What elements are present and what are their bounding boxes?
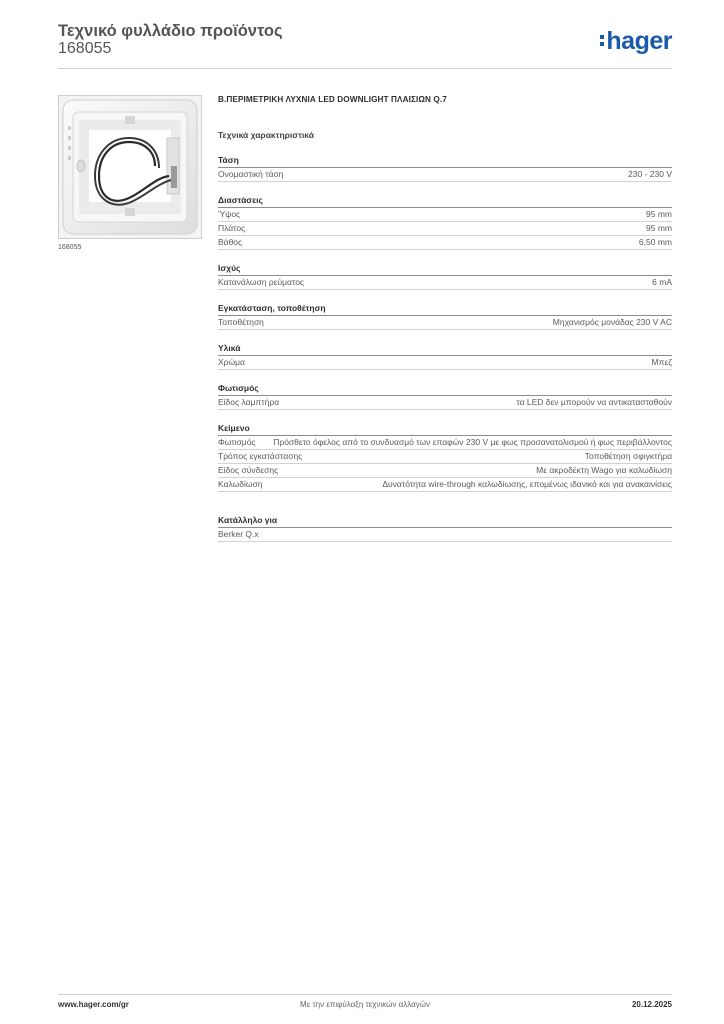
product-frame-icon — [59, 96, 201, 238]
spec-row — [218, 436, 672, 450]
spec-label: Κατανάλωση ρεύματος — [218, 277, 305, 287]
spec-value: 6 mA — [652, 277, 672, 287]
spec-section — [218, 155, 672, 182]
spec-section — [218, 383, 672, 410]
section-title: Εγκατάσταση, τοποθέτηση — [218, 303, 672, 316]
spec-section — [218, 263, 672, 290]
spec-label: Τοποθέτηση — [218, 317, 264, 327]
product-image — [58, 95, 202, 239]
section-title: Φωτισμός — [218, 383, 672, 396]
section-title: Διαστάσεις — [218, 195, 672, 208]
section-title: Ισχύς — [218, 263, 672, 276]
specs-title: Τεχνικά χαρακτηριστικά — [218, 130, 314, 140]
section-title: Υλικά — [218, 343, 672, 356]
spec-section — [218, 195, 672, 250]
spec-row — [218, 478, 672, 492]
product-number: 168055 — [58, 40, 112, 57]
spec-sections — [218, 155, 672, 492]
footer-date: 20.12.2025 — [631, 1000, 672, 1009]
spec-value: Πρόσθετο όφελος από το συνδυασμό των επαφών 230 V με φως προσανατολισμού ή φως περιβάλλοντος — [273, 437, 672, 447]
section-title: Κατάλληλο για — [218, 515, 672, 528]
spec-label: Καλωδίωση — [218, 479, 263, 489]
hager-logo — [600, 27, 672, 56]
suitable-for-section — [218, 515, 672, 542]
spec-value: 230 - 230 V — [628, 169, 672, 179]
spec-label: Τρόπος εγκατάστασης — [218, 451, 303, 461]
spec-value: 95 mm — [646, 223, 672, 233]
spec-label: Ύψος — [218, 209, 241, 219]
spec-row — [218, 528, 672, 542]
document-title: Τεχνικό φυλλάδιο προϊόντος — [58, 22, 283, 40]
spec-value: Με ακροδέκτη Wago για καλωδίωση — [536, 465, 672, 475]
spec-row — [218, 396, 672, 410]
spec-section — [218, 343, 672, 370]
spec-row — [218, 464, 672, 478]
footer-url: www.hager.com/gr — [58, 1000, 129, 1009]
section-title: Κείμενο — [218, 423, 672, 436]
spec-section — [218, 423, 672, 492]
spec-row — [218, 168, 672, 182]
product-name: Β.ΠΕΡΙΜΕΤΡΙΚΗ ΛΥΧΝΙΑ LED DOWNLIGHT ΠΛΑΙΣΙΩΝ Q.7 — [218, 95, 447, 104]
spec-value: Δυνατότητα wire-through καλωδίωσης, επομένως ιδανικό και για ανακαινίσεις — [382, 479, 672, 489]
spec-value: Μηχανισμός μονάδας 230 V AC — [552, 317, 672, 327]
logo-dots-icon — [600, 32, 604, 48]
spec-row — [218, 316, 672, 330]
spec-row — [218, 236, 672, 250]
spec-value: τα LED δεν μπορούν να αντικατασταθούν — [516, 397, 672, 407]
spec-section — [218, 303, 672, 330]
spec-row — [218, 356, 672, 370]
spec-content — [218, 95, 672, 542]
spec-label: Φωτισμός — [218, 437, 256, 447]
spec-value: 95 mm — [646, 209, 672, 219]
image-caption: 168055 — [58, 244, 82, 251]
spec-label: Χρώμα — [218, 357, 245, 367]
page-header — [58, 20, 672, 69]
spec-label: Πλάτος — [218, 223, 246, 233]
spec-row — [218, 276, 672, 290]
logo-text: hager — [606, 27, 672, 55]
spec-row — [218, 208, 672, 222]
spec-label: Είδος λαμπτήρα — [218, 397, 280, 407]
spec-value: Τοποθέτηση σφιγκτήρα — [584, 451, 672, 461]
spec-label: Είδος σύνδεσης — [218, 465, 279, 475]
spec-label: Ονομαστική τάση — [218, 169, 284, 179]
spec-row — [218, 450, 672, 464]
footer-note: Με την επιφύλαξη τεχνικών αλλαγών — [300, 1000, 430, 1009]
section-title: Τάση — [218, 155, 672, 168]
spec-row — [218, 222, 672, 236]
page-footer — [58, 994, 672, 1019]
spec-label: Βάθος — [218, 237, 243, 247]
spec-value: 6,50 mm — [638, 237, 672, 247]
spec-value: Μπεζ — [651, 357, 672, 367]
spec-label: Berker Q.x — [218, 529, 259, 539]
